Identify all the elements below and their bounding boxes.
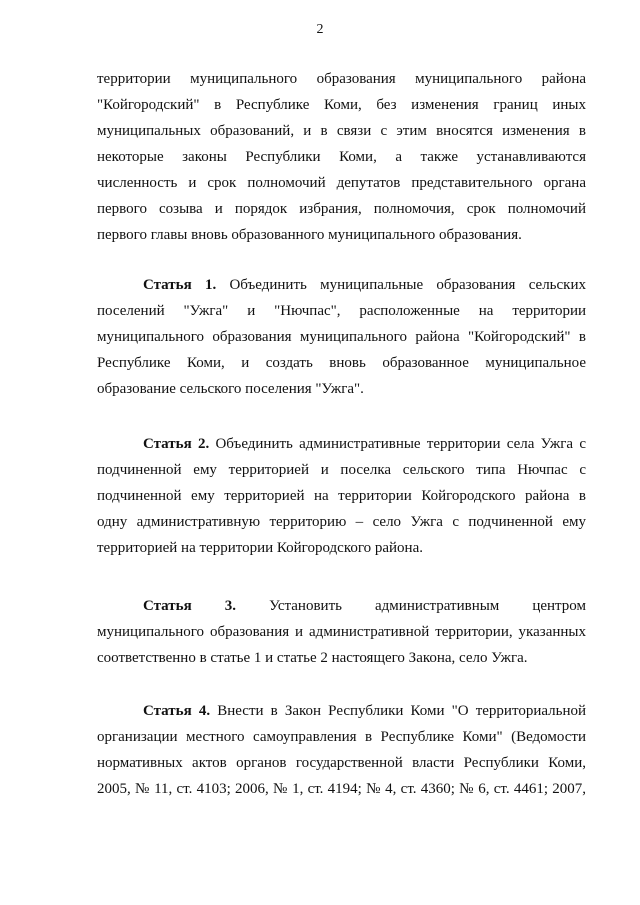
paragraph-line: поселений "Ужга" и "Нючпас", расположенные на территории [97, 303, 586, 319]
intro-paragraph [97, 66, 586, 248]
paragraph-line: подчиненной ему территорией на территории Койгородского района в [97, 488, 586, 504]
paragraph-line: нормативных актов органов государственной власти Республики Коми, [97, 755, 586, 771]
paragraph-line: территорией на территории Койгородского района. [97, 540, 423, 556]
paragraph-line: образование сельского поселения "Ужга". [97, 381, 364, 397]
article-first-line [97, 431, 586, 457]
article-first-line [97, 272, 586, 298]
paragraph-line: первого главы вновь образованного муниципального образования. [97, 227, 522, 243]
paragraph-line: Республике Коми, и создать вновь образованное муниципальное [97, 355, 586, 371]
paragraph-line: муниципального образования и административной территории, указанных [97, 624, 586, 640]
page-number: 2 [316, 22, 324, 37]
article-label: Статья 3. [143, 598, 237, 614]
paragraph-line: организации местного самоуправления в Республике Коми" (Ведомости [97, 729, 586, 745]
paragraph-line: территории муниципального образования муниципального района [97, 71, 586, 87]
article-first-line-text: Установить административным центром [269, 598, 586, 614]
paragraph-line: первого созыва и порядок избрания, полномочия, срок полномочий [97, 201, 586, 217]
article-1 [97, 272, 586, 402]
article-2 [97, 431, 586, 561]
paragraph-line: соответственно в статье 1 и статье 2 настоящего Закона, село Ужга. [97, 650, 528, 666]
article-label: Статья 4. [143, 703, 211, 719]
paragraph-line: численность и срок полномочий депутатов представительного органа [97, 175, 586, 191]
article-first-line-text: Объединить административные территории села Ужга с [215, 436, 586, 452]
article-first-line-text: Внести в Закон Республики Коми "О территориальной [217, 703, 586, 719]
paragraph-line: некоторые законы Республики Коми, а также устанавливаются [97, 149, 586, 165]
article-4 [97, 698, 586, 802]
paragraph-line: муниципального образования муниципального района "Койгородский" в [97, 329, 586, 345]
article-first-line [97, 593, 586, 619]
paragraph-line: одну административную территорию – село Ужга с подчиненной ему [97, 514, 586, 530]
article-label: Статья 2. [143, 436, 210, 452]
article-3 [97, 593, 586, 671]
article-first-line-text: Объединить муниципальные образования сельских [229, 277, 586, 293]
article-label: Статья 1. [143, 277, 217, 293]
article-first-line [97, 698, 586, 724]
paragraph-line: "Койгородский" в Республике Коми, без изменения границ иных [97, 97, 586, 113]
paragraph-line: муниципальных образований, и в связи с этим вносятся изменения в [97, 123, 586, 139]
paragraph-line: 2005, № 11, ст. 4103; 2006, № 1, ст. 4194; № 4, ст. 4360; № 6, ст. 4461; 2007, [97, 781, 586, 797]
paragraph-line: подчиненной ему территорией и поселка сельского типа Нючпас с [97, 462, 586, 478]
